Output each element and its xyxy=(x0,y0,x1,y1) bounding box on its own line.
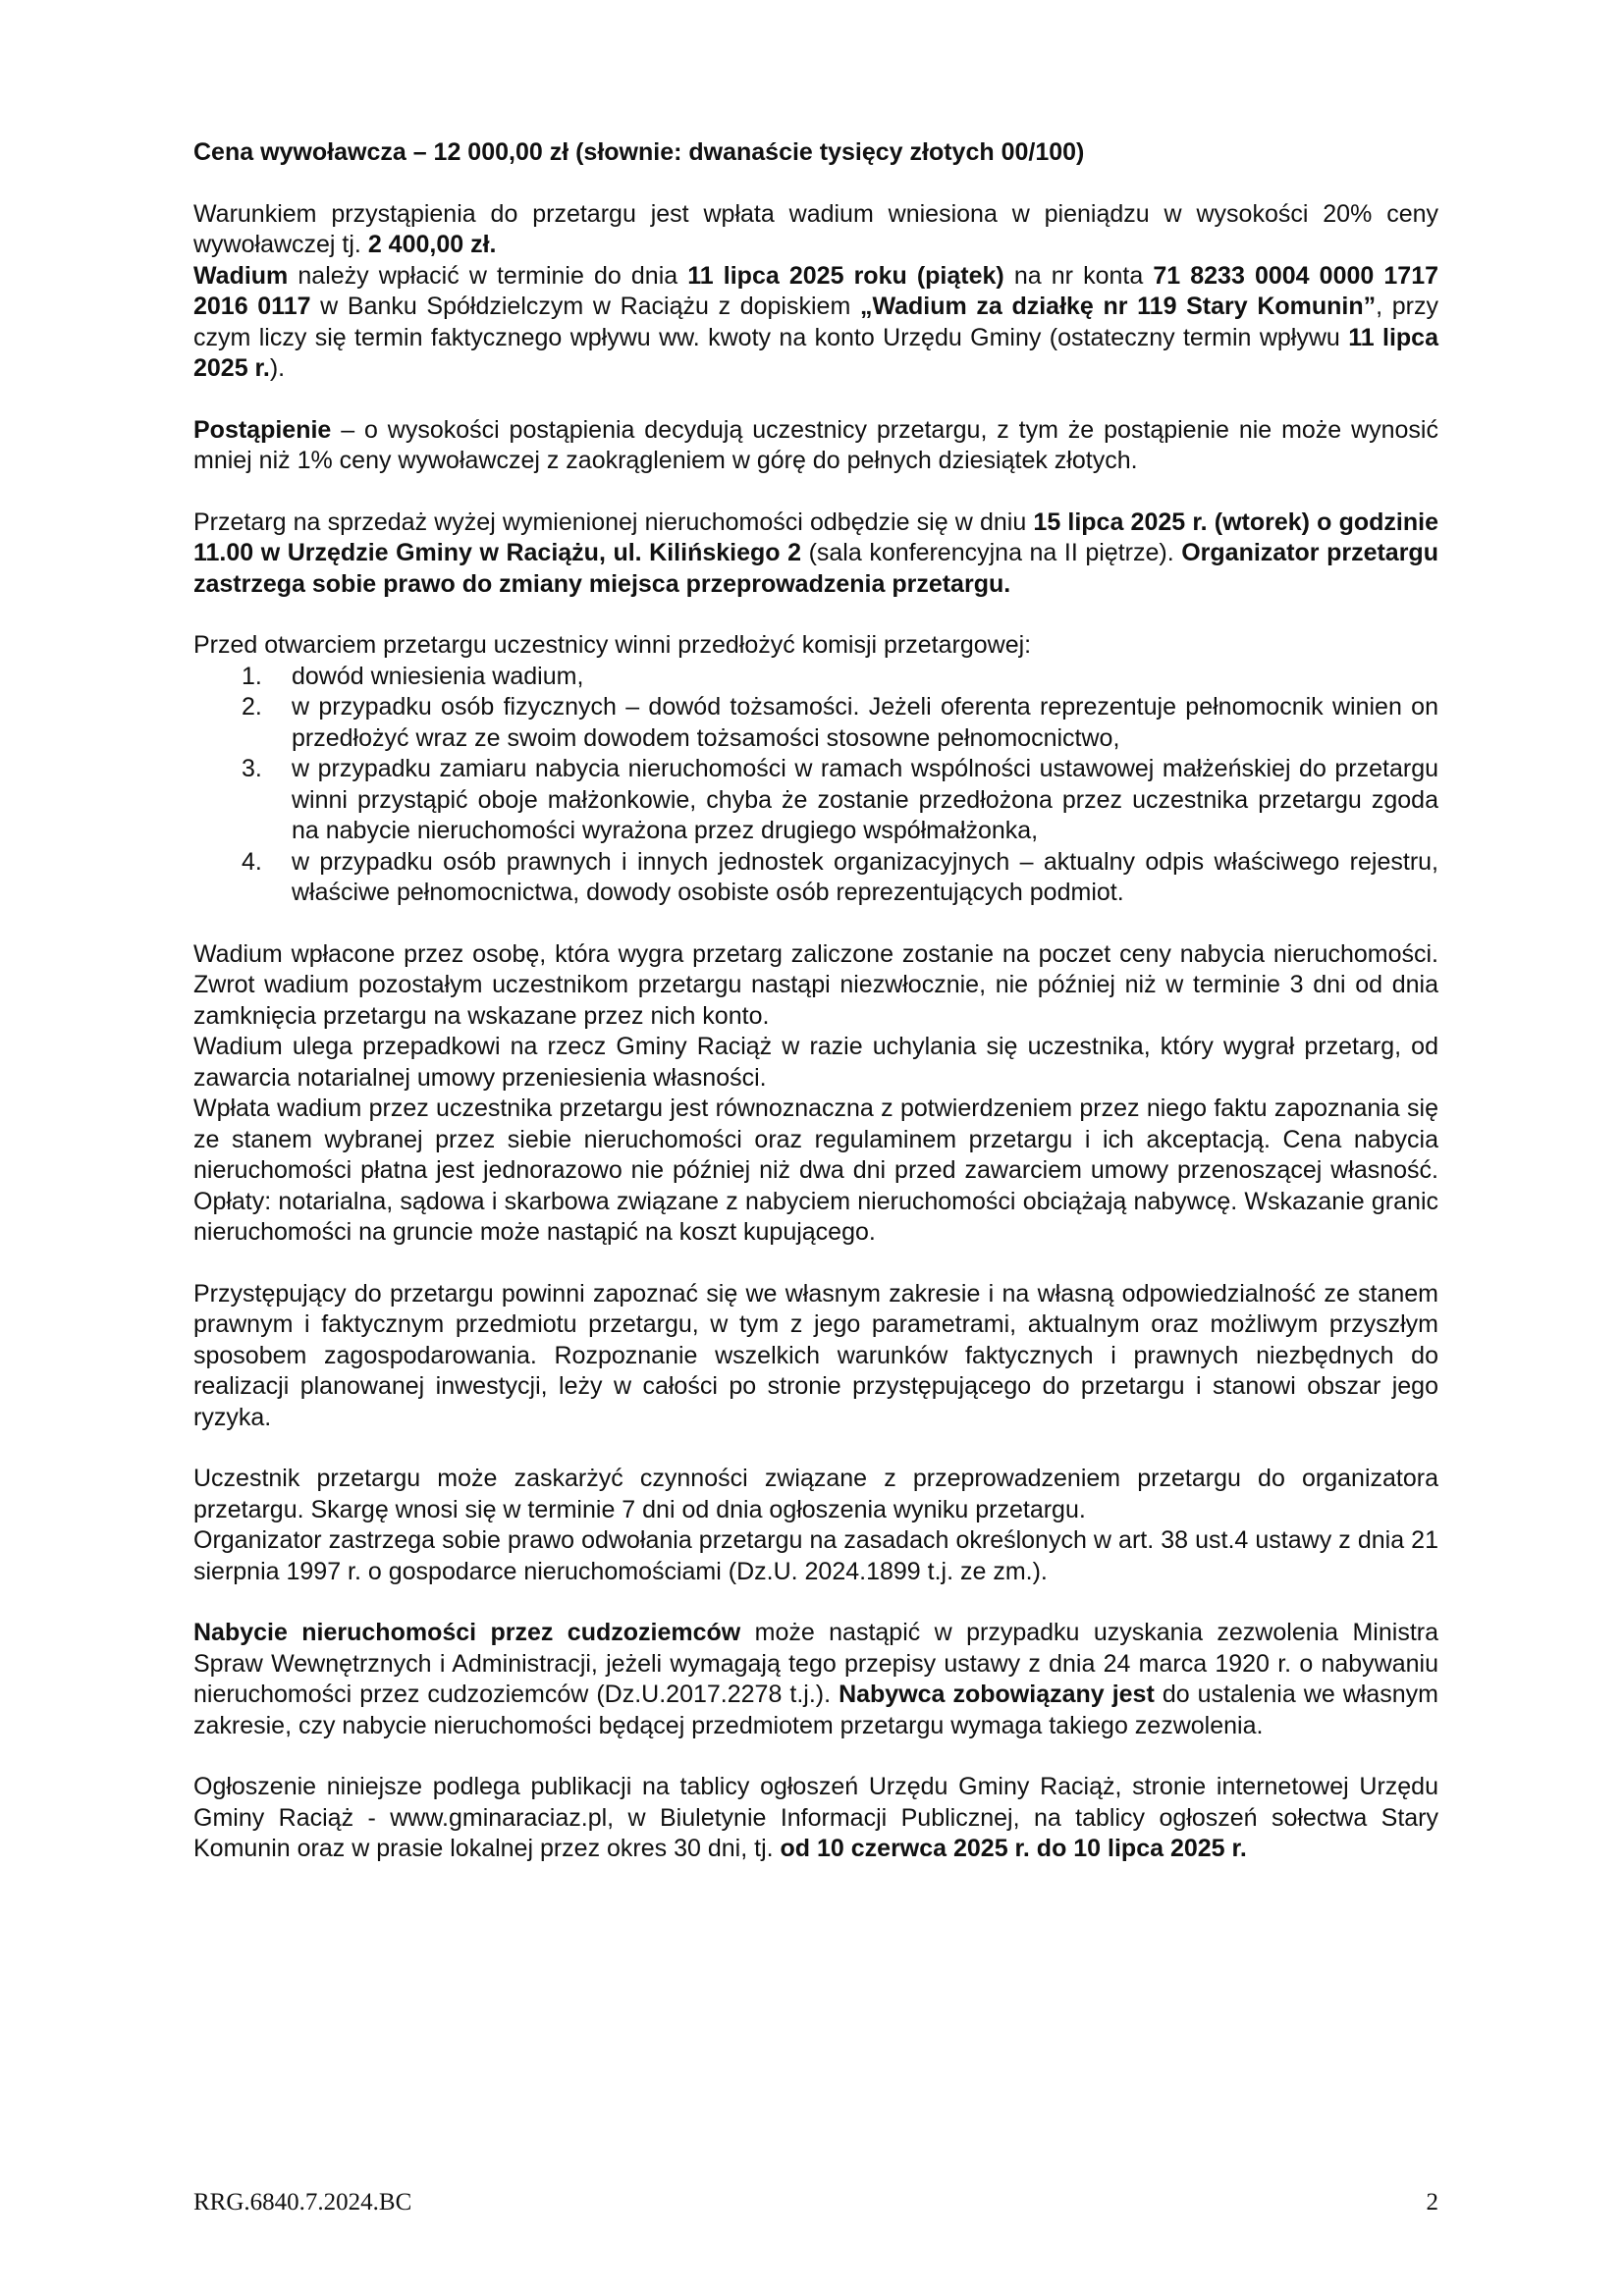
wadium-payment-paragraph: Wadium należy wpłacić w terminie do dnia 11 lipca 2025 roku (piątek) na nr konta 71 8233 0004 0000 1717 2016 0117 w Banku Spółdzielczym w Raciążu z dopiskiem „Wadium za działkę nr 119 Stary Komunin”, przy czym liczy się termin faktycznego wpływu ww. kwoty na konto Urzędu Gminy (ostateczny termin wpływu 11 lipca 2025 r.). xyxy=(193,261,1438,382)
transfer-note: „Wadium za działkę nr 119 Stary Komunin” xyxy=(859,293,1377,320)
bank-account-number: 71 8233 0004 0000 1717 2016 0117 xyxy=(193,261,1438,320)
required-documents-intro: Przed otwarciem przetargu uczestnicy winni przedłożyć komisji przetargowej: xyxy=(193,631,1032,659)
document-page xyxy=(193,137,1438,1865)
publication-period: od 10 czerwca 2025 r. do 10 lipca 2025 r. xyxy=(780,1835,1247,1862)
foreigners-paragraph: Nabycie nieruchomości przez cudzoziemców może nastąpić w przypadku uzyskania zezwolenia Ministra Spraw Wewnętrznych i Administracji, jeżeli wymagają tego przepisy ustawy z dnia 24 marca 1920 r. o nabywaniu nieruchomości przez cudzoziemców (Dz.U.2017.2278 t.j.). Nabywca zobowiązany jest do ustalenia we własnym zakresie, czy nabycie nieruchomości będącej przedmiotem przetargu wymaga takiego zezwolenia. xyxy=(193,1619,1438,1739)
list-item: 2. w przypadku osób fizycznych – dowód tożsamości. Jeżeli oferenta reprezentuje pełnomocnik winien on przedłożyć wraz ze swoim dowodem tożsamości stosowne pełnomocnictwo, xyxy=(242,693,1438,752)
wadium-requirement-paragraph: Warunkiem przystąpienia do przetargu jest wpłata wadium wniesiona w pieniądzu w wysokości 20% ceny wywoławczej tj. 2 400,00 zł. xyxy=(193,199,1438,258)
cancellation-paragraph: Organizator zastrzega sobie prawo odwołania przetargu na zasadach określonych w art. 38 ust.4 ustawy z dnia 21 sierpnia 1997 r. o gospodarce nieruchomościami (Dz.U. 2024.1899 t.j. ze zm.). xyxy=(193,1526,1438,1585)
auction-date-location: 15 lipca 2025 r. (wtorek) o godzinie 11.00 w Urzędzie Gminy w Raciążu, ul. Kilińskiego 2 xyxy=(193,507,1438,566)
wadium-deadline: 11 lipca 2025 roku (piątek) xyxy=(687,261,1004,290)
wadium-forfeit-paragraph: Wadium ulega przepadkowi na rzecz Gminy Raciąż w razie uchylania się uczestnika, który wygrał przetarg, od zawarcia notarialnej umowy przeniesienia własności. xyxy=(193,1033,1438,1092)
wadium-amount: 2 400,00 zł. xyxy=(367,231,497,258)
participant-responsibility-paragraph: Przystępujący do przetargu powinni zapoznać się we własnym zakresie i na własną odpowiedzialność ze stanem prawnym i faktycznym przedmiotu przetargu, w tym z jego parametrami, aktualnym oraz możliwym przyszłym sposobem zagospodarowania. Rozpoznanie wszelkich warunków faktycznych i prawnych niezbędnych do realizacji planowanej inwestycji, leży w całości po stronie przystępującego do przetargu i stanowi obszar jego ryzyka. xyxy=(193,1279,1438,1431)
document-reference: RRG.6840.7.2024.BC xyxy=(193,2189,412,2216)
page-number: 2 xyxy=(1426,2189,1438,2216)
list-item: 1. dowód wniesienia wadium, xyxy=(242,662,584,690)
required-documents-list xyxy=(193,662,1438,909)
list-item: 4. w przypadku osób prawnych i innych jednostek organizacyjnych – aktualny odpis właściwego rejestru, właściwe pełnomocnictwa, dowody osobiste osób reprezentujących podmiot. xyxy=(242,847,1438,906)
complaint-paragraph: Uczestnik przetargu może zaskarżyć czynności związane z przeprowadzeniem przetargu do organizatora przetargu. Skargę wnosi się w terminie 7 dni od dnia ogłoszenia wyniku przetargu. xyxy=(193,1465,1438,1523)
wadium-settlement-paragraph: Wadium wpłacone przez osobę, która wygra przetarg zaliczone zostanie na poczet ceny nabycia nieruchomości. Zwrot wadium pozostałym uczestnikom przetargu nastąpi niezwłocznie, nie później niż w terminie 3 dni od dnia zamknięcia przetargu na wskazane przez nich konto. xyxy=(193,939,1438,1030)
publication-paragraph: Ogłoszenie niniejsze podlega publikacji na tablicy ogłoszeń Urzędu Gminy Raciąż, stronie internetowej Urzędu Gminy Raciąż - www.gminaraciaz.pl, w Biuletynie Informacji Publicznej, na tablicy ogłoszeń sołectwa Stary Komunin oraz w prasie lokalnej przez okres 30 dni, tj. od 10 czerwca 2025 r. do 10 lipca 2025 r. xyxy=(193,1773,1438,1862)
bid-increment-paragraph: Postąpienie – o wysokości postąpienia decydują uczestnicy przetargu, z tym że postąpienie nie może wynosić mniej niż 1% ceny wywoławczej z zaokrągleniem w górę do pełnych dziesiątek złotych. xyxy=(193,415,1438,474)
venue-change-notice: Organizator przetargu zastrzega sobie prawo do zmiany miejsca przeprowadzenia przetargu. xyxy=(193,539,1438,598)
wadium-acceptance-paragraph: Wpłata wadium przez uczestnika przetargu jest równoznaczna z potwierdzeniem przez niego faktu zapoznania się ze stanem wybranej przez siebie nieruchomości oraz regulaminem przetargu i ich akceptacją. Cena nabycia nieruchomości płatna jest jednorazowo nie później niż dwa dni przed zawarciem umowy przenoszącej własność. Opłaty: notarialna, sądowa i skarbowa związane z nabyciem nieruchomości obciążają nabywcę. Wskazanie granic nieruchomości na gruncie może nastąpić na koszt kupującego. xyxy=(193,1095,1438,1246)
auction-date-paragraph: Przetarg na sprzedaż wyżej wymienionej nieruchomości odbędzie się w dniu 15 lipca 2025 r. (wtorek) o godzinie 11.00 w Urzędzie Gminy w Raciążu, ul. Kilińskiego 2 (sala konferencyjna na II piętrze). Organizator przetargu zastrzega sobie prawo do zmiany miejsca przeprowadzenia przetargu. xyxy=(193,507,1438,598)
starting-price-heading: Cena wywoławcza – 12 000,00 zł (słownie: dwanaście tysięcy złotych 00/100) xyxy=(193,138,1085,166)
list-item: 3. w przypadku zamiaru nabycia nieruchomości w ramach wspólności ustawowej małżeńskiej do przetargu winni przystąpić oboje małżonkowie, chyba że zostanie przedłożona przez uczestnika przetargu zgoda na nabycie nieruchomości wyrażona przez drugiego współmałżonka, xyxy=(242,755,1438,844)
page-footer xyxy=(193,2189,1438,2216)
